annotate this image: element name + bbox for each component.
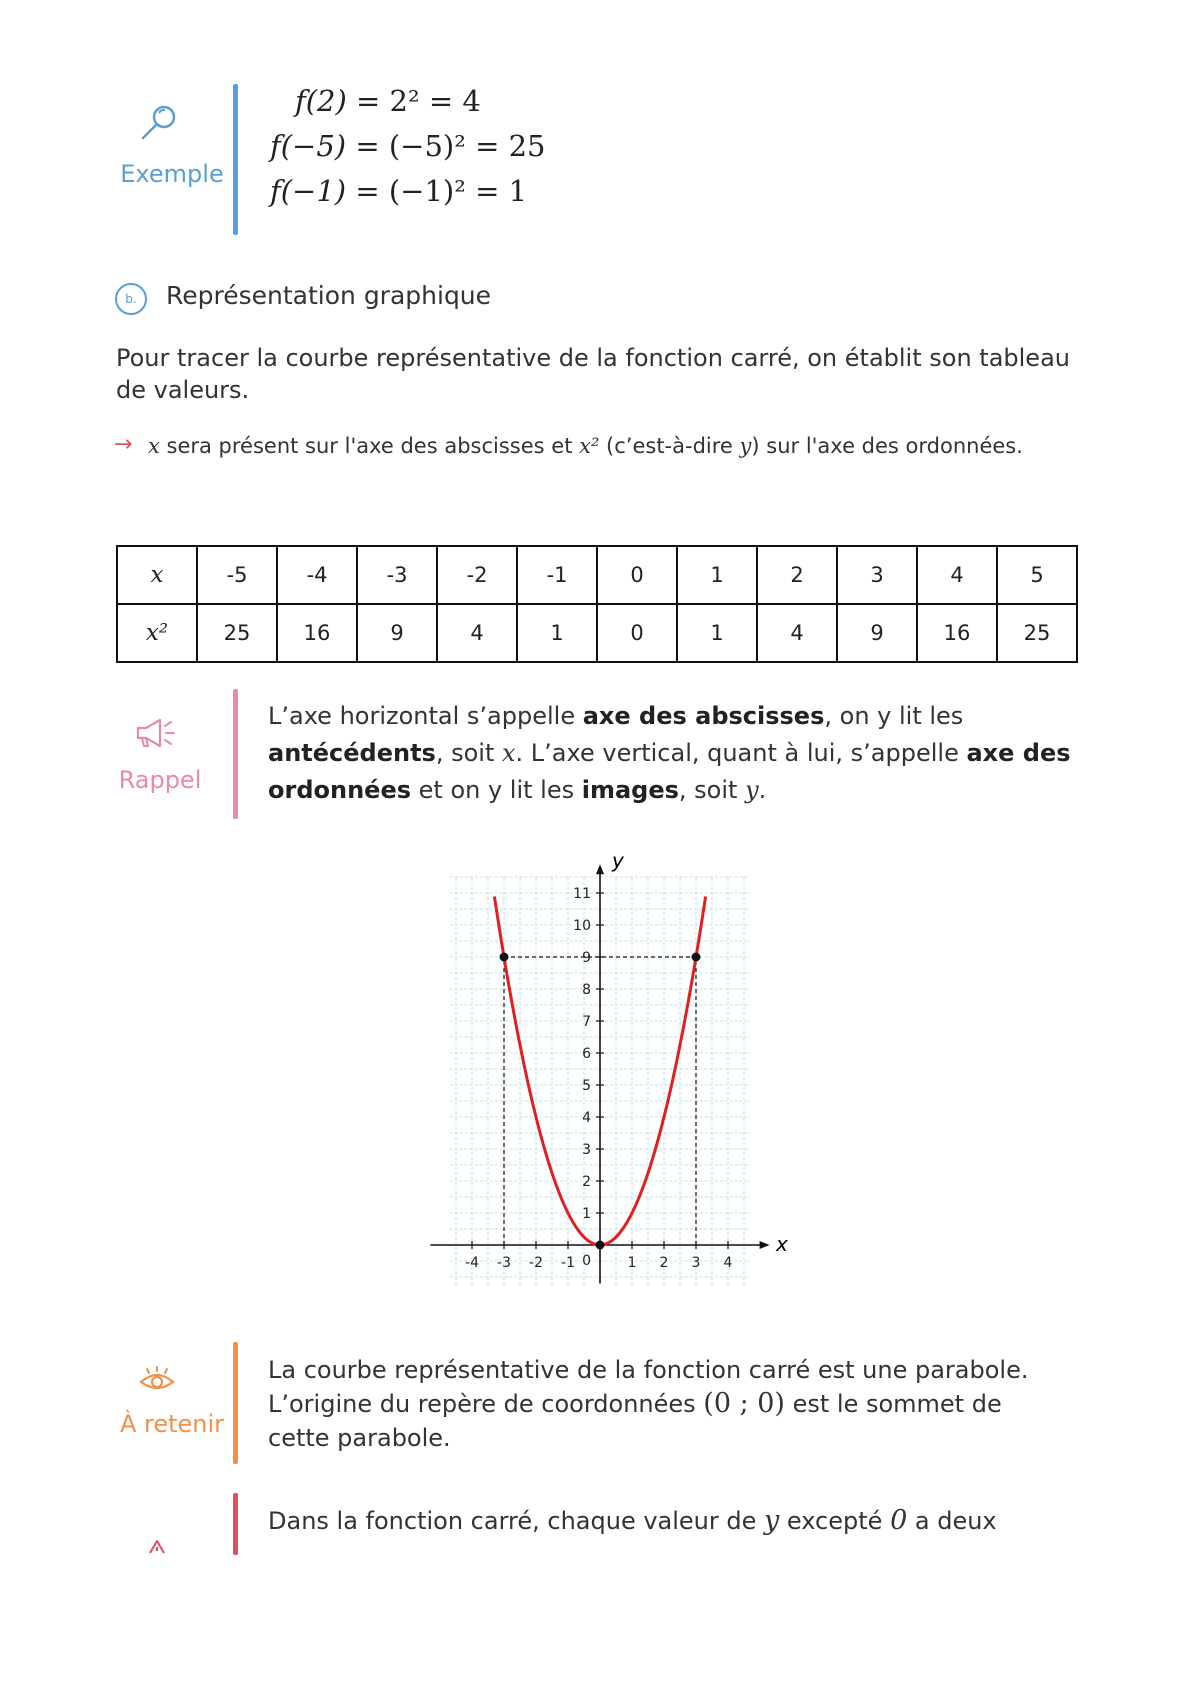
- table-cell: 4: [437, 604, 517, 662]
- rappel-label: Rappel: [118, 766, 202, 794]
- curve-point: [596, 1241, 605, 1250]
- x-tick-label: -3: [497, 1255, 511, 1271]
- y-tick-label: 9: [582, 950, 591, 966]
- example-label: Exemple: [120, 160, 224, 188]
- x-tick-label: -1: [561, 1255, 575, 1271]
- arrow-right-icon: →: [114, 432, 133, 457]
- table-cell: 25: [997, 604, 1077, 662]
- table-cell: 9: [357, 604, 437, 662]
- y-tick-label: 1: [582, 1206, 591, 1222]
- chart-axes: [430, 855, 788, 1283]
- y-axis-label: y: [612, 855, 624, 873]
- table-cell: 5: [997, 546, 1077, 604]
- warning-icon: [147, 1539, 167, 1555]
- x-axis-arrow: [760, 1241, 770, 1249]
- y-axis-arrow: [596, 864, 604, 874]
- x-tick-label: 2: [659, 1255, 669, 1271]
- y-tick-label: 8: [582, 982, 591, 998]
- warning-bar: [233, 1493, 238, 1555]
- x-axis-label: x: [776, 1232, 788, 1256]
- section-title: Représentation graphique: [166, 281, 492, 310]
- x-tick-label: -2: [529, 1255, 543, 1271]
- table-cell: 2: [757, 546, 837, 604]
- table-cell: 9: [837, 604, 917, 662]
- table-head-x2: x²: [117, 604, 197, 662]
- table-cell: -5: [197, 546, 277, 604]
- table-cell: 0: [597, 604, 677, 662]
- axis-note: x sera présent sur l'axe des abscisses et x² (c’est-à-dire y) sur l'axe des ordonnées.: [148, 434, 1023, 458]
- table-cell: -3: [357, 546, 437, 604]
- y-tick-label: 5: [582, 1078, 591, 1094]
- example-bar: [233, 84, 238, 235]
- y-tick-label: 6: [582, 1046, 591, 1062]
- table-cell: 0: [597, 546, 677, 604]
- rappel-text: L’axe horizontal s’appelle axe des abscisses, on y lit les antécédents, soit x. L’axe vertical, quant à lui, s’appelle axe des ordonnées et on y lit les images, soit y.: [268, 702, 1071, 804]
- x-tick-label: 1: [627, 1255, 637, 1271]
- intro-paragraph: Pour tracer la courbe représentative de la fonction carré, on établit son tableau de valeurs.: [116, 344, 1070, 404]
- megaphone-icon: [134, 716, 178, 750]
- y-tick-label: 11: [573, 886, 591, 902]
- table-row-x: [117, 546, 1077, 604]
- parabola-chart: [410, 855, 800, 1285]
- origin-label: 0: [582, 1253, 591, 1269]
- y-tick-label: 4: [582, 1110, 591, 1126]
- x-tick-label: -4: [465, 1255, 479, 1271]
- x-tick-label: 4: [723, 1255, 733, 1271]
- warning-text: Dans la fonction carré, chaque valeur de y excepté 0 a deux: [268, 1505, 997, 1536]
- curve-point: [692, 953, 701, 962]
- y-tick-label: 2: [582, 1174, 591, 1190]
- x-tick-label: 3: [691, 1255, 701, 1271]
- y-tick-label: 7: [582, 1014, 591, 1030]
- y-tick-label: 10: [573, 918, 591, 934]
- table-row-x2: [117, 604, 1077, 662]
- table-cell: 16: [277, 604, 357, 662]
- retenir-bar: [233, 1342, 238, 1464]
- table-cell: 4: [917, 546, 997, 604]
- table-cell: 25: [197, 604, 277, 662]
- table-cell: -4: [277, 546, 357, 604]
- table-cell: 16: [917, 604, 997, 662]
- table-cell: 1: [517, 604, 597, 662]
- retenir-text: La courbe représentative de la fonction carré est une parabole. L’origine du repère de coordonnées (0 ; 0) est le sommet de cette parabole.: [268, 1356, 1029, 1452]
- eye-icon: [137, 1366, 177, 1394]
- example-eq-2: f(−5) = (−5)² = 25: [270, 129, 546, 163]
- table-cell: 3: [837, 546, 917, 604]
- y-tick-label: 3: [582, 1142, 591, 1158]
- magnifier-icon: [136, 100, 184, 148]
- example-eq-3: f(−1) = (−1)² = 1: [270, 174, 528, 208]
- table-cell: -2: [437, 546, 517, 604]
- table-cell: 4: [757, 604, 837, 662]
- example-eq-1: f(2) = 2² = 4: [295, 84, 481, 118]
- curve-point: [500, 953, 509, 962]
- table-head-x: x: [117, 546, 197, 604]
- values-table: [116, 545, 1078, 663]
- table-cell: -1: [517, 546, 597, 604]
- table-cell: 1: [677, 546, 757, 604]
- rappel-bar: [233, 689, 238, 819]
- retenir-label: À retenir: [119, 1410, 225, 1438]
- table-cell: 1: [677, 604, 757, 662]
- section-marker: b.: [115, 283, 147, 315]
